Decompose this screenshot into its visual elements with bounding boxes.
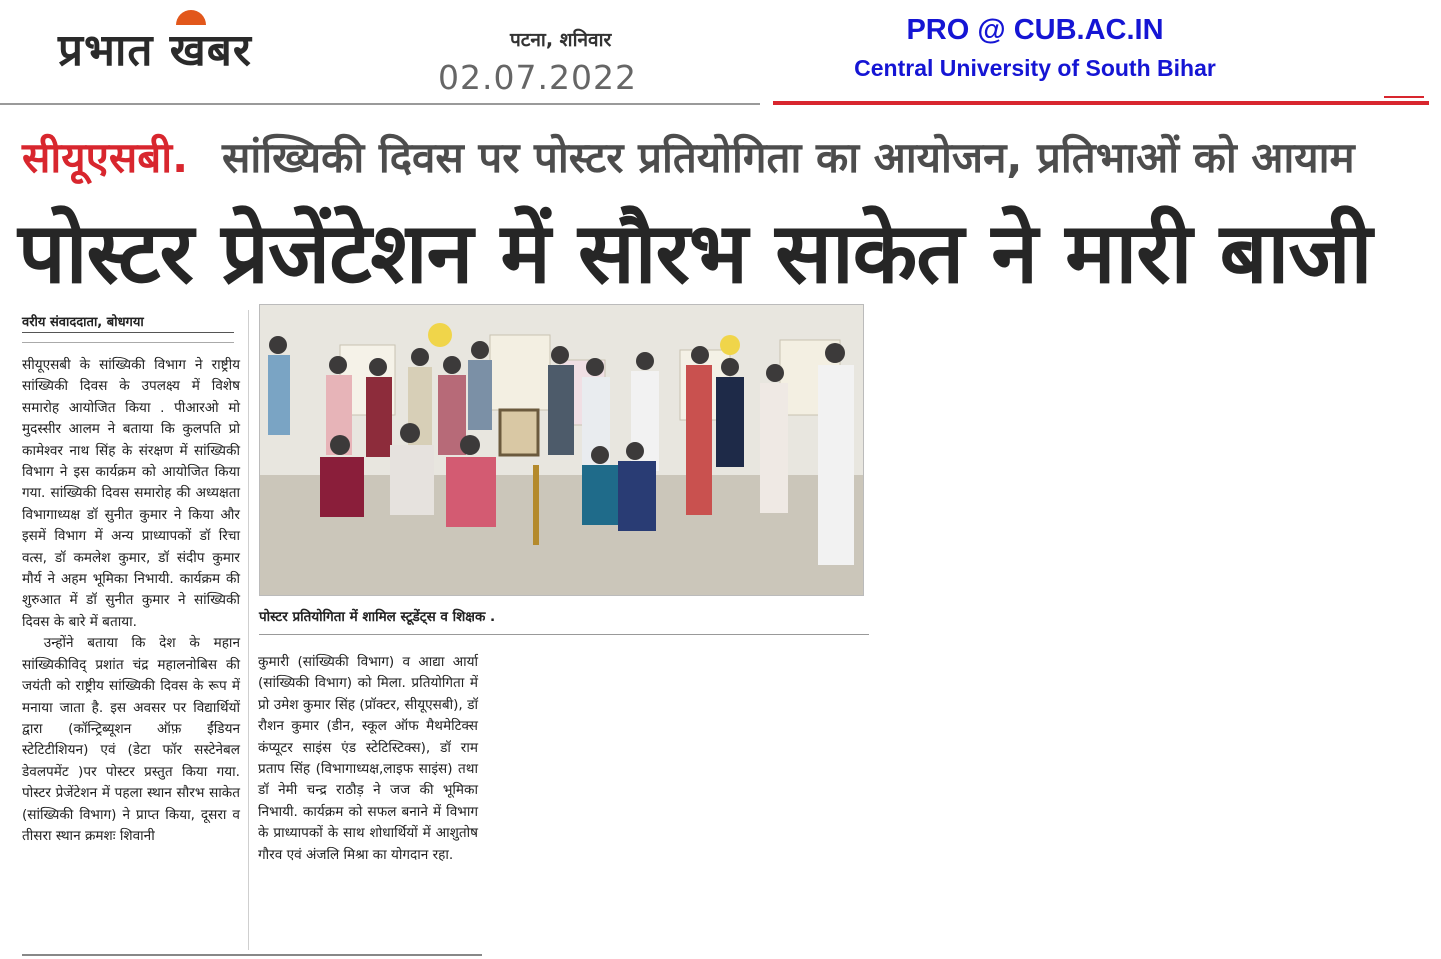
column-1-paragraph-2: उन्होंने बताया कि देश के महान सांख्यिकीविद् प्रशांत चंद्र महालनोबिस की जयंती को राष्ट्रीय सांख्यिकी दिवस के रूप में मनाया जाता है. इस अवसर पर विद्यार्थियों द्वारा (कॉन्ट्रिब्यूशन ऑफ़ ईंडियन स्टेटिटीशियन) एवं (डेटा फॉर सस्टेनेबल डेवलपमेंट )पर पोस्टर प्रस्तुत किया गया. पोस्टर प्रेजेंटेशन में पहला स्थान सौरभ साकेत (सांख्यिकी विभाग) ने प्राप्त किया, दूसरा व तीसरा स्थान क्रमशः शिवानी xyxy=(22,635,240,844)
article-column-1 xyxy=(22,355,240,847)
article-column-2 xyxy=(258,652,478,866)
photo-caption: पोस्टर प्रतियोगिता में शामिल स्टूडेंट्स व शिक्षक . xyxy=(259,609,496,625)
masthead-accent-tick xyxy=(1384,96,1424,98)
masthead-accent-rule xyxy=(773,101,1429,105)
caption-rule xyxy=(259,634,869,635)
logo-text: प्रभात खबर xyxy=(58,25,252,76)
newspaper-logo xyxy=(58,18,252,78)
group-photo-illustration xyxy=(260,305,864,596)
byline-rule-secondary xyxy=(22,342,234,343)
university-name-stamp: Central University of South Bihar xyxy=(854,55,1216,81)
article-kicker: सीयूएसबी. xyxy=(22,133,189,182)
article-headline: पोस्टर प्रेजेंटेशन में सौरभ साकेत ने मारी बाजी xyxy=(18,204,1372,302)
column-divider xyxy=(248,310,249,950)
column-1-paragraph-1: सीयूएसबी के सांख्यिकी विभाग ने राष्ट्रीय सांख्यिकी दिवस के उपलक्ष्य में विशेष समारोह आयोजित किया . पीआरओ मो मुदस्सीर आलम ने बताया कि कुलपति प्रो कामेश्वर नाथ सिंह के संरक्षण में सांख्यिकी विभाग ने इस कार्यक्रम को आयोजित किया गया. सांख्यिकी दिवस समारोह की अध्यक्षता विभागाध्यक्ष डॉ सुनीत कुमार ने किया और इसमें विभाग में अन्य प्राध्यापकों डॉ रिचा वत्स, डॉ कमलेश कुमार, डॉ संदीप कुमार मौर्य ने अहम भूमिका निभायी. कार्यक्रम की शुरुआत में डॉ सुनीत कुमार ने सांख्यिकी दिवस के बारे में बताया. xyxy=(22,357,240,630)
group-photo xyxy=(259,304,864,596)
byline-rule xyxy=(22,332,234,333)
column-2-paragraph-1: कुमारी (सांख्यिकी विभाग) व आद्या आर्या (सांख्यिकी विभाग) को मिला. प्रतियोगिता में प्रो उमेश कुमार सिंह (प्रॉक्टर, सीयूएसबी), डॉ रौशन कुमार (डीन, स्कूल ऑफ मैथमेटिक्स कंप्यूटर साइंस एंड स्टेटिस्टिक्स), डॉ राम प्रताप सिंह (विभागाध्यक्ष,लाइफ साइंस) तथा डॉ नेमी चन्द्र राठौड़ ने जज की भूमिका निभायी. कार्यक्रम को सफल बनाने में विभाग के प्राध्यापकों के साथ शोधार्थियों में आशुतोष गौरव एवं अंजलि मिश्रा का योगदान रहा. xyxy=(258,654,478,863)
edition-date: 02.07.2022 xyxy=(438,58,637,97)
pro-email-stamp: PRO @ CUB.AC.IN xyxy=(906,14,1164,46)
logo-sun-icon xyxy=(176,10,206,25)
masthead-rule xyxy=(0,103,760,105)
article-subheadline: सांख्यिकी दिवस पर पोस्टर प्रतियोगिता का आयोजन, प्रतिभाओं को आयाम xyxy=(222,133,1355,182)
edition-city-day: पटना, शनिवार xyxy=(510,29,612,51)
bottom-rule xyxy=(22,954,482,956)
article-byline: वरीय संवाददाता, बोधगया xyxy=(22,315,144,330)
